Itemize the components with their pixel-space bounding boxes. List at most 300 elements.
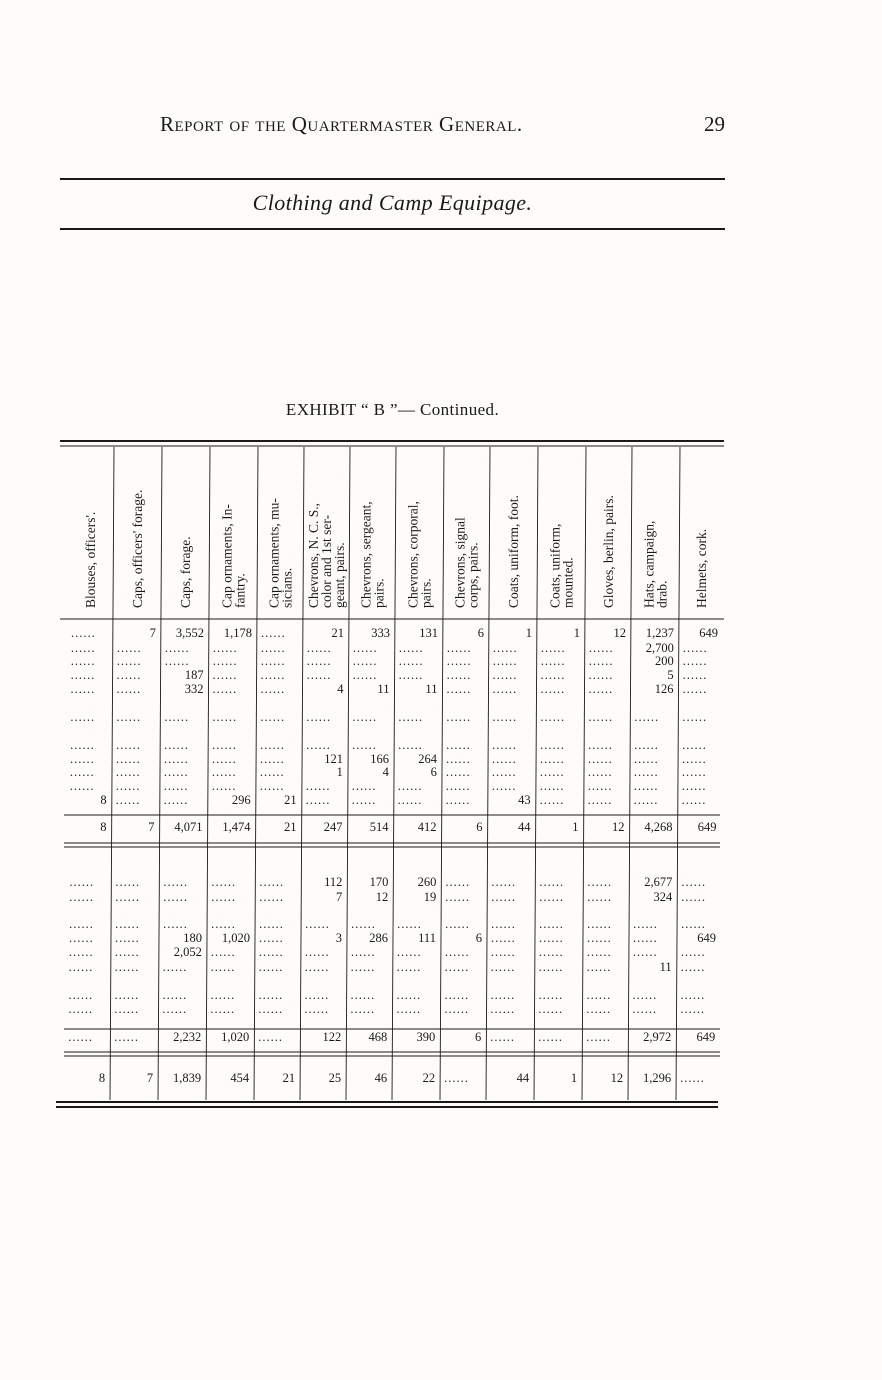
dot-leader: ......: [352, 668, 378, 682]
dot-leader: ......: [681, 890, 706, 904]
dot-leader: ......: [490, 945, 516, 959]
column-header: Chevrons, corporal,: [405, 501, 421, 608]
dot-leader: ......: [71, 626, 96, 640]
dot-leader: ......: [164, 710, 190, 724]
table-cell: 12: [610, 1071, 624, 1085]
dot-leader: ......: [260, 738, 285, 752]
table-cell: 6: [475, 1030, 482, 1044]
dot-leader: ......: [398, 668, 424, 682]
table-cell: 43: [518, 793, 531, 807]
column-rule: [582, 447, 586, 1100]
table-cell: 12: [613, 626, 626, 640]
column-rule: [628, 447, 632, 1100]
dot-leader: ......: [446, 710, 472, 724]
dot-leader: ......: [69, 779, 95, 793]
column-header: Helmets, cork.: [694, 528, 709, 608]
dot-leader: ......: [680, 960, 706, 974]
table-cell: 19: [423, 890, 437, 904]
dot-leader: ......: [491, 765, 517, 779]
dot-leader: ......: [306, 654, 332, 668]
dot-leader: ......: [539, 779, 565, 793]
column-header: Chevrons, sergeant,: [358, 501, 374, 608]
dot-leader: ......: [540, 654, 566, 668]
dot-leader: ......: [444, 988, 470, 1002]
dot-leader: ......: [587, 875, 613, 889]
table-cell: 44: [518, 820, 531, 834]
column-rule: [676, 447, 680, 1100]
dot-leader: ......: [539, 765, 565, 779]
dot-leader: ......: [163, 765, 189, 779]
dot-leader: ......: [115, 765, 141, 779]
dot-leader: ......: [445, 890, 470, 904]
dot-leader: ......: [398, 710, 424, 724]
dot-leader: ......: [115, 917, 140, 931]
column-header: Blouses, officers'.: [83, 511, 98, 608]
dot-leader: ......: [352, 654, 378, 668]
dot-leader: ......: [211, 779, 237, 793]
dot-leader: ......: [114, 945, 140, 959]
column-header: Gloves, berlin, pairs.: [601, 495, 616, 608]
dot-leader: ......: [633, 917, 658, 931]
dot-leader: ......: [211, 875, 237, 889]
dot-leader: ......: [398, 641, 424, 655]
column-rule: [392, 447, 396, 1100]
dot-leader: ......: [69, 875, 95, 889]
dot-leader: ......: [259, 779, 285, 793]
dot-leader: ......: [350, 1002, 376, 1016]
dot-leader: ......: [68, 960, 94, 974]
dot-leader: ......: [70, 738, 95, 752]
table-cell: 1: [572, 820, 579, 834]
dot-leader: ......: [538, 945, 564, 959]
dot-leader: ......: [115, 779, 141, 793]
column-rule: [300, 447, 304, 1100]
dot-leader: ......: [588, 641, 614, 655]
table-cell: 649: [697, 931, 716, 945]
column-header: Caps, officers' forage.: [130, 489, 145, 608]
dot-leader: ......: [682, 668, 708, 682]
dot-leader: ......: [681, 779, 707, 793]
table-cell: 260: [417, 875, 437, 889]
table-cell: 7: [148, 820, 155, 834]
dot-leader: ......: [492, 738, 517, 752]
table-cell: 8: [98, 1071, 106, 1085]
dot-leader: ......: [212, 654, 238, 668]
dot-leader: ......: [540, 752, 565, 766]
table-cell: 126: [654, 682, 674, 696]
dot-leader: ......: [69, 890, 94, 904]
dot-leader: ......: [396, 945, 422, 959]
exhibit-title: EXHIBIT “ B ”— Continued.: [285, 400, 500, 419]
dot-leader: ......: [681, 793, 707, 807]
dot-leader: ......: [444, 1002, 470, 1016]
dot-leader: ......: [633, 779, 659, 793]
dot-leader: ......: [633, 765, 659, 779]
table-cell: 2,677: [644, 875, 673, 889]
dot-leader: ......: [586, 931, 612, 945]
table-cell: 8: [100, 793, 107, 807]
table-cell: 7: [146, 1071, 154, 1085]
table-cell: 46: [374, 1071, 388, 1085]
dot-leader: ......: [446, 682, 472, 696]
column-header: color and 1st ser-: [319, 514, 334, 608]
dot-leader: ......: [305, 793, 331, 807]
table-cell: 2,232: [173, 1030, 202, 1044]
table-cell: 1,020: [221, 931, 250, 945]
dot-leader: ......: [260, 752, 285, 766]
table-cell: 21: [331, 626, 344, 640]
dot-leader: ......: [587, 793, 613, 807]
dot-leader: ......: [68, 988, 94, 1002]
column-header: Cap ornaments, mu-: [266, 498, 282, 608]
dot-leader: ......: [681, 765, 707, 779]
dot-leader: ......: [260, 641, 286, 655]
dot-leader: ......: [680, 1071, 705, 1085]
dot-leader: ......: [116, 654, 142, 668]
dot-leader: ......: [259, 917, 284, 931]
dot-leader: ......: [259, 875, 285, 889]
dot-leader: ......: [114, 988, 140, 1002]
table-cell: 514: [369, 820, 389, 834]
dot-leader: ......: [306, 641, 332, 655]
dot-leader: ......: [70, 710, 96, 724]
dot-leader: ......: [680, 945, 706, 959]
table-cell: 390: [416, 1030, 436, 1044]
dot-leader: ......: [587, 890, 612, 904]
column-header: corps, pairs.: [465, 542, 481, 608]
table-cell: 4: [337, 682, 344, 696]
dot-leader: ......: [632, 945, 658, 959]
dot-leader: ......: [258, 988, 284, 1002]
column-header: Hats, campaign,: [641, 520, 657, 608]
dot-leader: ......: [259, 765, 285, 779]
dot-leader: ......: [258, 931, 284, 945]
table-cell: 332: [184, 682, 204, 696]
column-header: Chevrons, signal: [452, 517, 468, 608]
table-cell: 8: [100, 820, 107, 834]
dot-leader: ......: [634, 710, 660, 724]
table-cell: 4,268: [644, 820, 673, 834]
dot-leader: ......: [588, 738, 613, 752]
table-cell: 7: [149, 626, 156, 640]
dot-leader: ......: [352, 710, 378, 724]
dot-leader: ......: [116, 710, 142, 724]
column-header: mounted.: [560, 557, 576, 608]
column-rule: [440, 447, 444, 1100]
table-cell: 187: [184, 668, 204, 682]
dot-leader: ......: [538, 988, 564, 1002]
dot-leader: ......: [351, 779, 377, 793]
dot-leader: ......: [212, 752, 237, 766]
dot-leader: ......: [164, 654, 190, 668]
table-cell: 468: [368, 1030, 388, 1044]
dot-leader: ......: [681, 875, 707, 889]
dot-leader: ......: [634, 738, 659, 752]
column-header: Caps, forage.: [178, 536, 193, 608]
column-header: fantry.: [232, 573, 248, 608]
dot-leader: ......: [162, 1002, 188, 1016]
dot-leader: ......: [116, 641, 142, 655]
dot-leader: ......: [586, 1030, 612, 1044]
dot-leader: ......: [492, 682, 518, 696]
dot-leader: ......: [446, 641, 472, 655]
dot-leader: ......: [212, 641, 238, 655]
table-cell: 11: [659, 960, 672, 974]
table-cell: 12: [612, 820, 625, 834]
dot-leader: ......: [538, 1002, 564, 1016]
dot-leader: ......: [492, 654, 518, 668]
table-cell: 6: [430, 765, 437, 779]
column-rule: [158, 447, 162, 1100]
table-cell: 6: [475, 931, 482, 945]
dot-leader: ......: [586, 960, 612, 974]
dot-leader: ......: [588, 710, 614, 724]
column-header: sicians.: [279, 567, 295, 608]
dot-leader: ......: [682, 654, 708, 668]
dot-leader: ......: [164, 641, 190, 655]
dot-leader: ......: [490, 1030, 516, 1044]
dot-leader: ......: [398, 738, 423, 752]
dot-leader: ......: [212, 710, 238, 724]
dot-leader: ......: [680, 988, 706, 1002]
table-cell: 1,296: [643, 1071, 672, 1085]
dot-leader: ......: [212, 738, 237, 752]
dot-leader: ......: [211, 917, 236, 931]
dot-leader: ......: [587, 917, 612, 931]
dot-leader: ......: [586, 1002, 612, 1016]
table-cell: 3,552: [175, 626, 204, 640]
dot-leader: ......: [211, 890, 236, 904]
table-cell: 200: [654, 654, 674, 668]
table-cell: 4: [382, 765, 389, 779]
table-cell: 412: [417, 820, 437, 834]
dot-leader: ......: [70, 654, 96, 668]
dot-leader: ......: [397, 917, 422, 931]
table-cell: 111: [418, 931, 436, 945]
dot-leader: ......: [540, 738, 565, 752]
dot-leader: ......: [588, 682, 614, 696]
running-title: Report of the Quartermaster General.: [160, 112, 523, 136]
dot-leader: ......: [492, 752, 517, 766]
table-cell: 112: [324, 875, 343, 889]
dot-leader: ......: [258, 1002, 284, 1016]
dot-leader: ......: [538, 1030, 564, 1044]
table-cell: 1,839: [173, 1071, 202, 1085]
table-cell: 166: [370, 752, 390, 766]
table-cell: 21: [284, 820, 297, 834]
dot-leader: ......: [491, 890, 516, 904]
column-header: drab.: [654, 580, 670, 608]
dot-leader: ......: [210, 1002, 236, 1016]
dot-leader: ......: [588, 654, 614, 668]
dot-leader: ......: [114, 931, 140, 945]
column-rule: [254, 447, 258, 1100]
column-rule: [534, 447, 538, 1100]
dot-leader: ......: [632, 988, 658, 1002]
column-rule: [486, 447, 490, 1100]
table-cell: 649: [699, 626, 718, 640]
table-cell: 3: [335, 931, 342, 945]
dot-leader: ......: [682, 738, 707, 752]
table-cell: 131: [419, 626, 438, 640]
dot-leader: ......: [163, 793, 189, 807]
table-cell: 22: [422, 1071, 436, 1085]
column-header: pairs.: [371, 578, 387, 608]
dot-leader: ......: [69, 765, 95, 779]
page-number: 29: [704, 112, 725, 136]
dot-leader: ......: [539, 793, 565, 807]
table-cell: 170: [369, 875, 389, 889]
dot-leader: ......: [539, 875, 565, 889]
dot-leader: ......: [304, 945, 330, 959]
table-cell: 264: [418, 752, 438, 766]
dot-leader: ......: [210, 945, 236, 959]
dot-leader: ......: [680, 1002, 706, 1016]
table-cell: 122: [322, 1030, 342, 1044]
dot-leader: ......: [350, 945, 376, 959]
dot-leader: ......: [304, 960, 330, 974]
dot-leader: ......: [116, 752, 141, 766]
dot-leader: ......: [444, 1071, 469, 1085]
dot-leader: ......: [306, 738, 331, 752]
dot-leader: ......: [162, 960, 188, 974]
dot-leader: ......: [163, 779, 189, 793]
dot-leader: ......: [538, 931, 564, 945]
dot-leader: ......: [586, 988, 612, 1002]
dot-leader: ......: [306, 710, 332, 724]
table-cell: 1: [336, 765, 343, 779]
dot-leader: ......: [116, 682, 142, 696]
table-cell: 1: [525, 626, 532, 640]
table-cell: 324: [653, 890, 673, 904]
column-header: Cap ornaments, In-: [219, 504, 235, 608]
table-cell: 2,700: [645, 641, 674, 655]
dot-leader: ......: [490, 960, 516, 974]
dot-leader: ......: [588, 752, 613, 766]
dot-leader: ......: [396, 1002, 422, 1016]
table-cell: 11: [425, 682, 438, 696]
dot-leader: ......: [540, 682, 566, 696]
column-rule: [110, 447, 114, 1100]
dot-leader: ......: [70, 641, 96, 655]
column-header: pairs.: [418, 578, 434, 608]
table-cell: 11: [377, 682, 390, 696]
dot-leader: ......: [260, 682, 286, 696]
dot-leader: ......: [444, 960, 470, 974]
dot-leader: ......: [115, 890, 140, 904]
dot-leader: ......: [491, 779, 517, 793]
dot-leader: ......: [682, 710, 708, 724]
dot-leader: ......: [164, 738, 189, 752]
dot-leader: ......: [304, 988, 330, 1002]
dot-leader: ......: [115, 793, 141, 807]
dot-leader: ......: [306, 668, 332, 682]
dot-leader: ......: [70, 682, 96, 696]
dot-leader: ......: [540, 641, 566, 655]
dot-leader: ......: [114, 1030, 140, 1044]
table-cell: 1: [570, 1071, 578, 1085]
dot-leader: ......: [350, 988, 376, 1002]
dot-leader: ......: [490, 931, 516, 945]
dot-leader: ......: [397, 779, 423, 793]
dot-leader: ......: [163, 917, 188, 931]
dot-leader: ......: [446, 654, 472, 668]
dot-leader: ......: [444, 945, 470, 959]
section-title: Clothing and Camp Equipage.: [252, 190, 533, 215]
dot-leader: ......: [210, 960, 236, 974]
table-cell: 454: [230, 1071, 250, 1085]
dot-leader: ......: [397, 793, 423, 807]
dot-leader: ......: [212, 682, 238, 696]
dot-leader: ......: [540, 668, 566, 682]
dot-leader: ......: [491, 875, 517, 889]
dot-leader: ......: [305, 917, 330, 931]
dot-leader: ......: [163, 875, 189, 889]
table-cell: 21: [282, 1071, 296, 1085]
table-cell: 5: [667, 668, 674, 682]
dot-leader: ......: [116, 738, 141, 752]
dot-leader: ......: [68, 931, 94, 945]
table-cell: 6: [476, 820, 483, 834]
dot-leader: ......: [258, 945, 284, 959]
table-cell: 1,474: [222, 820, 251, 834]
dot-leader: ......: [396, 988, 422, 1002]
dot-leader: ......: [682, 752, 707, 766]
table-cell: 296: [231, 793, 251, 807]
dot-leader: ......: [490, 1002, 516, 1016]
table-cell: 4,071: [174, 820, 203, 834]
dot-leader: ......: [492, 668, 518, 682]
table-cell: 286: [369, 931, 388, 945]
dot-leader: ......: [588, 668, 614, 682]
dot-leader: ......: [633, 793, 659, 807]
dot-leader: ......: [352, 738, 377, 752]
dot-leader: ......: [445, 779, 471, 793]
dot-leader: ......: [259, 890, 284, 904]
dot-leader: ......: [260, 710, 286, 724]
table-cell: 6: [477, 626, 484, 640]
dot-leader: ......: [164, 752, 189, 766]
dot-leader: ......: [69, 917, 94, 931]
dot-leader: ......: [539, 890, 564, 904]
dot-leader: ......: [211, 765, 237, 779]
dot-leader: ......: [492, 710, 518, 724]
table-cell: 649: [696, 1030, 716, 1044]
dot-leader: ......: [114, 1002, 140, 1016]
table-cell: 121: [324, 752, 344, 766]
table-cell: 180: [183, 931, 202, 945]
table-cell: 44: [516, 1071, 530, 1085]
dot-leader: ......: [351, 917, 376, 931]
dot-leader: ......: [70, 668, 96, 682]
table-cell: 333: [371, 626, 390, 640]
dot-leader: ......: [163, 890, 188, 904]
dot-leader: ......: [352, 641, 378, 655]
dot-leader: ......: [491, 917, 516, 931]
dot-leader: ......: [260, 668, 286, 682]
dot-leader: ......: [538, 960, 564, 974]
column-header: Coats, uniform,: [547, 523, 563, 608]
dot-leader: ......: [70, 752, 95, 766]
table-cell: 25: [328, 1071, 342, 1085]
dot-leader: ......: [258, 1030, 284, 1044]
table-cell: 7: [335, 890, 343, 904]
table-cell: 1,178: [223, 626, 252, 640]
dot-leader: ......: [587, 779, 613, 793]
dot-leader: ......: [116, 668, 142, 682]
table-cell: 2,972: [643, 1030, 672, 1044]
dot-leader: ......: [446, 738, 471, 752]
